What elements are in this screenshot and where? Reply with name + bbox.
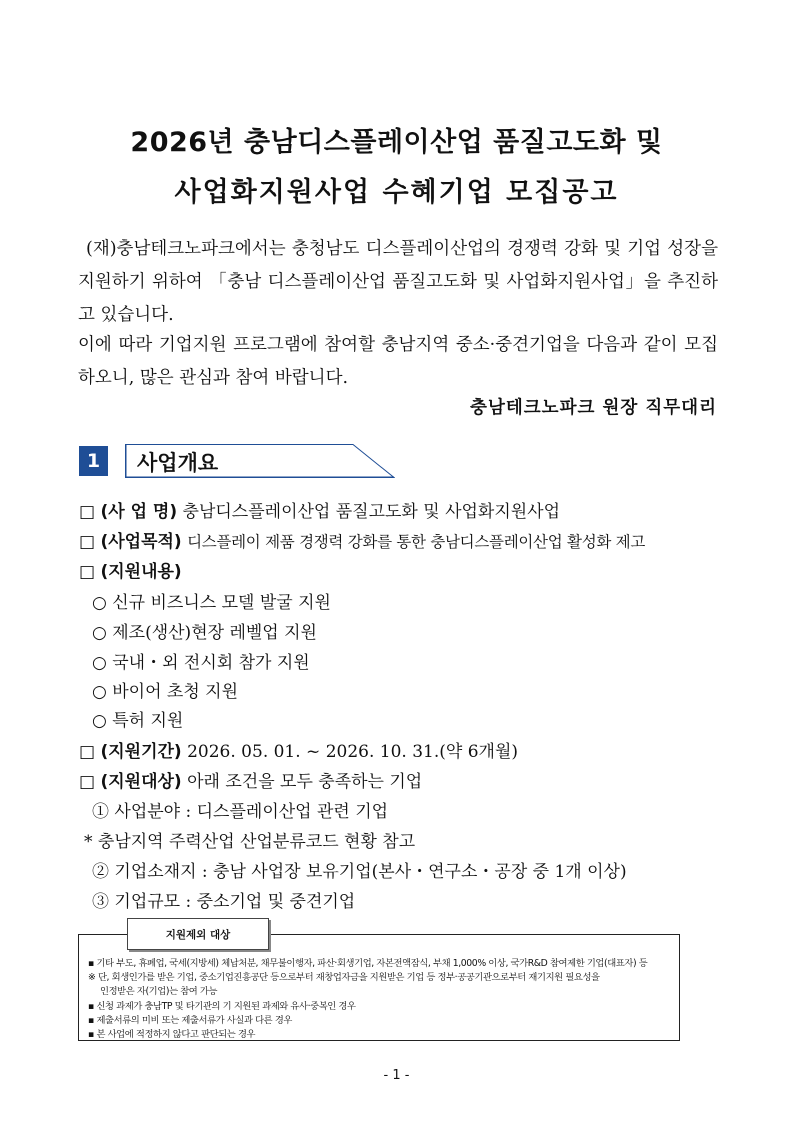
target-label: (지원대상) <box>100 772 182 792</box>
exclusion-line-5: ▪ 제출서류의 미비 또는 제출서류가 사실과 다른 경우 <box>88 1015 292 1026</box>
intro-paragraph-2-text: 이에 따라 기업지원 프로그램에 참여할 충남지역 중소·중견기업을 다음과 같이 모집하오니, 많은 관심과 참여 바랍니다. <box>78 335 718 388</box>
content-item-1: ○ 신규 비즈니스 모델 발굴 지원 <box>92 593 331 613</box>
project-name-label: (사 업 명) <box>100 502 178 522</box>
exclusion-line-3: 인정받은 자(기업)는 참여 가능 <box>100 986 218 997</box>
target-condition-2: ② 기업소재지 : 충남 사업장 보유기업(본사・연구소・공장 중 1개 이상) <box>92 862 627 882</box>
section-title: 사업개요 <box>137 451 219 475</box>
signature: 충남테크노파크 원장 직무대리 <box>470 398 717 418</box>
checkbox-icon: □ <box>79 532 96 552</box>
period-value: 2026. 05. 01. ~ 2026. 10. 31.(약 6개월) <box>187 742 519 762</box>
page-number: - 1 - <box>383 1068 410 1083</box>
purpose-label: (사업목적) <box>100 532 182 552</box>
section-number: 1 <box>79 446 108 476</box>
checkbox-icon: □ <box>79 772 96 792</box>
title-line-1: 2026년 충남디스플레이산업 품질고도화 및 <box>130 127 663 158</box>
content-item-3: ○ 국내・외 전시회 참가 지원 <box>92 653 310 673</box>
item-target <box>79 767 422 792</box>
purpose-value: 디스플레이 제품 경쟁력 강화를 통한 충남디스플레이산업 활성화 제고 <box>187 533 646 551</box>
target-note: * 충남지역 주력산업 산업분류코드 현황 참고 <box>84 832 416 852</box>
intro-paragraph-1-text: (재)충남테크노파크에서는 충청남도 디스플레이산업의 경쟁력 강화 및 기업 성장을 지원하기 위하여 「충남 디스플레이산업 품질고도화 및 사업화지원사업」을 추진하고 있습니다. <box>78 239 718 325</box>
target-value: 아래 조건을 모두 충족하는 기업 <box>187 772 423 792</box>
period-label: (지원기간) <box>100 742 182 762</box>
target-condition-1: ① 사업분야 : 디스플레이산업 관련 기업 <box>92 802 389 822</box>
checkbox-icon: □ <box>79 742 96 762</box>
content-item-4: ○ 바이어 초청 지원 <box>92 682 238 702</box>
content-item-5: ○ 특허 지원 <box>92 711 184 731</box>
item-project-name <box>79 497 560 522</box>
exclusion-line-6: ▪ 본 사업에 적정하지 않다고 판단되는 경우 <box>88 1029 256 1040</box>
item-content <box>79 557 182 582</box>
content-label: (지원내용) <box>100 562 182 582</box>
content-item-2: ○ 제조(생산)현장 레벨업 지원 <box>92 623 317 643</box>
intro-paragraph-2 <box>78 329 718 395</box>
item-purpose <box>79 527 645 552</box>
exclusion-line-2: ※ 단, 회생인가를 받은 기업, 중소기업진흥공단 등으로부터 재창업자금을 지원받은 기업 등 정부·공공기관으로부터 재기지원 필요성을 <box>88 972 600 983</box>
title-line-2: 사업화지원사업 수혜기업 모집공고 <box>174 177 619 208</box>
checkbox-icon: □ <box>79 502 96 522</box>
item-period <box>79 737 518 762</box>
exclusion-line-4: ▪ 신청 과제가 충남TP 및 타기관의 기 지원된 과제와 유사·중복인 경우 <box>88 1001 356 1012</box>
checkbox-icon: □ <box>79 562 96 582</box>
target-condition-3: ③ 기업규모 : 중소기업 및 중견기업 <box>92 892 356 912</box>
project-name-value: 충남디스플레이산업 품질고도화 및 사업화지원사업 <box>182 502 561 522</box>
exclusion-tab: 지원제외 대상 <box>127 918 269 950</box>
exclusion-line-1: ▪ 기타 부도, 휴폐업, 국세(지방세) 체납처분, 채무불이행자, 파산·회생기업, 자본전액잠식, 부채 1,000% 이상, 국가R&D 참여제한 기업(대표자) 등 <box>88 958 648 969</box>
intro-paragraph-1 <box>78 233 718 332</box>
